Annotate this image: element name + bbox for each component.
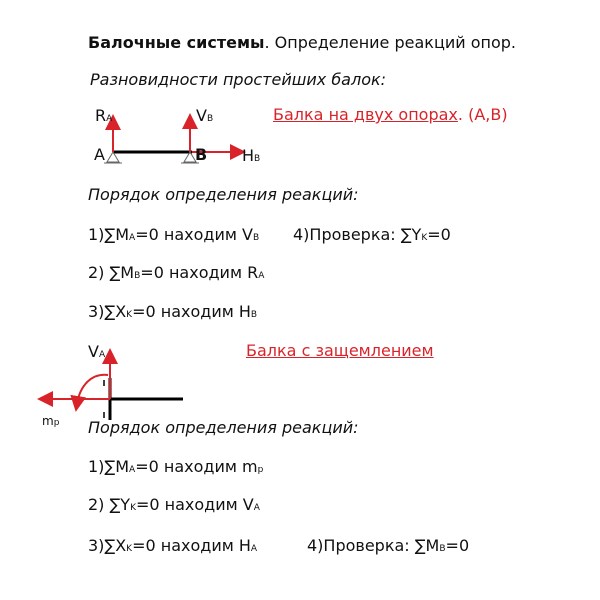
subtitle: Разновидности простейших балок:	[90, 70, 387, 89]
order1-check: 4)Проверка: ∑YK=0	[293, 225, 451, 244]
b-label: B	[195, 145, 208, 164]
order2-line3: 3)∑XK=0 находим HA	[88, 536, 258, 555]
order1-heading: Порядок определения реакций:	[88, 185, 359, 204]
support-a-icon	[104, 152, 122, 163]
order2-heading: Порядок определения реакций:	[88, 418, 359, 437]
a-label: A	[94, 145, 105, 164]
order1-line1: 1)∑MA=0 находим VB	[88, 225, 260, 244]
order2-check: 4)Проверка: ∑MB=0	[307, 536, 470, 555]
order1-line2: 2) ∑MB=0 находим RA	[88, 263, 265, 282]
mp-label: mp	[42, 414, 60, 428]
order2-line1: 1)∑MA=0 находим mp	[88, 457, 264, 476]
hb-label: HB	[242, 146, 261, 165]
beam2-title: Балка с защемлением	[246, 341, 434, 360]
vb-label: VB	[196, 106, 214, 125]
order2-line2: 2) ∑YK=0 находим VA	[88, 495, 260, 514]
title-bold: Балочные системы	[88, 33, 265, 52]
va-label: VA	[88, 342, 106, 361]
beam1-title: Балка на двух опорах. (A,B)	[273, 105, 508, 124]
order1-line3: 3)∑XK=0 находим HB	[88, 302, 258, 321]
title-rest: . Определение реакций опор.	[264, 33, 516, 52]
ra-label: RA	[95, 106, 113, 125]
